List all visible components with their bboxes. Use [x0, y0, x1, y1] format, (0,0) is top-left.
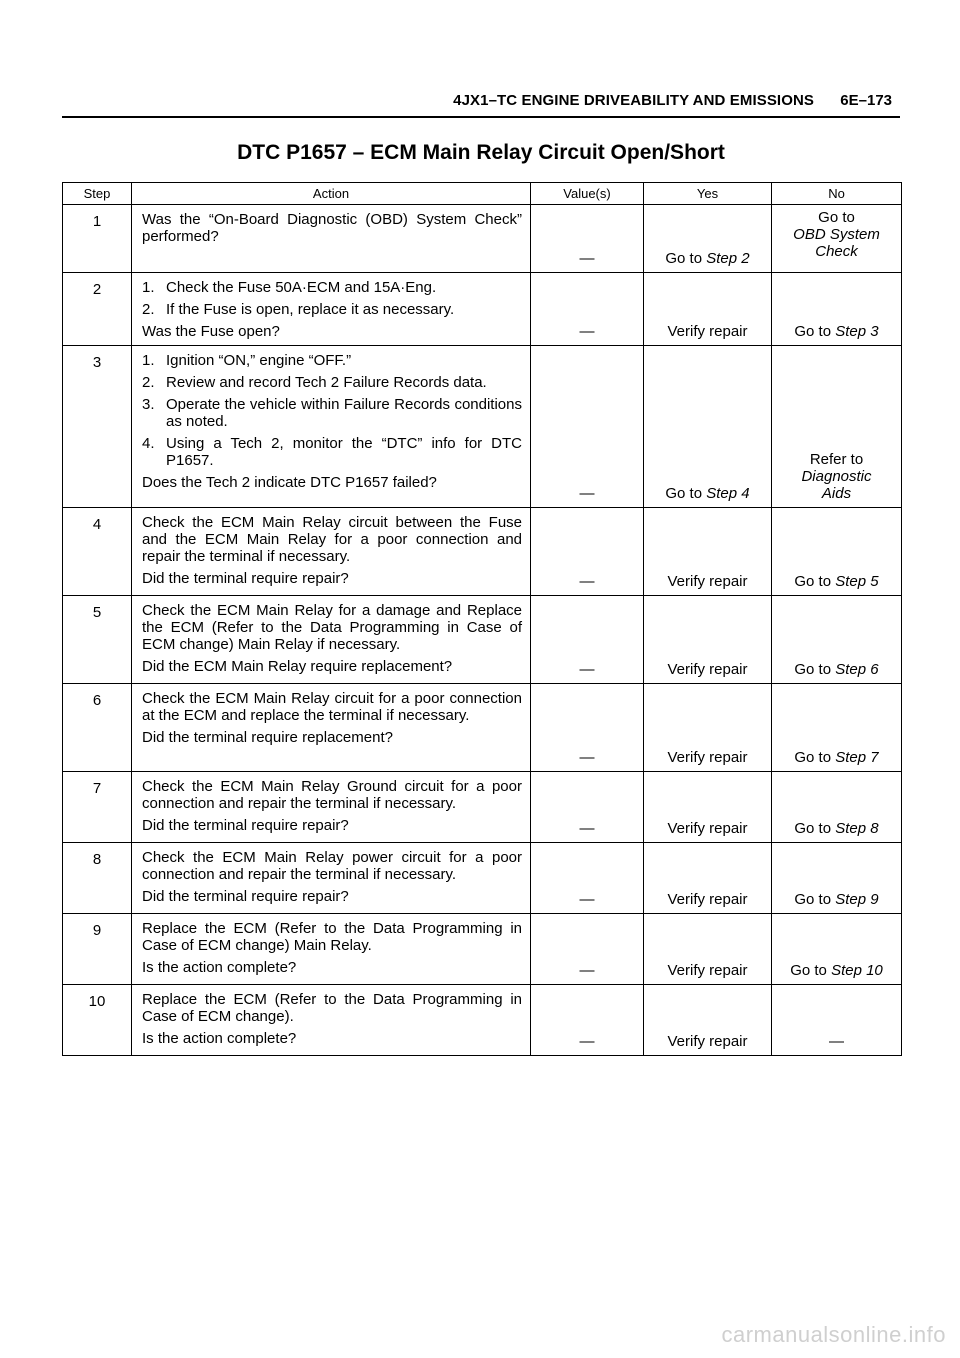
no-cell — [772, 914, 902, 985]
yes-cell: Verify repair — [644, 772, 772, 843]
value-cell: — — [531, 914, 644, 985]
yes-cell: Verify repair — [644, 684, 772, 772]
yes-cell — [644, 346, 772, 508]
column-header-no: No — [772, 183, 902, 205]
result-step-link: Step 4 — [706, 485, 750, 502]
result-prefix: Go to — [665, 485, 707, 502]
action-text: Is the action complete? — [142, 1030, 297, 1047]
action-text: Was the “On-Board Diagnostic (OBD) System Check” performed? — [142, 211, 522, 245]
table-row — [63, 205, 902, 273]
value-cell: — — [531, 205, 644, 273]
action-cell — [132, 843, 531, 914]
step-number: 2 — [63, 273, 132, 346]
action-cell — [132, 985, 531, 1056]
diagnostic-table — [62, 182, 902, 1056]
action-substep: 1. Check the Fuse 50A·ECM and 15A·Eng. — [142, 279, 437, 296]
result-prefix: Go to — [794, 820, 836, 837]
action-cell — [132, 596, 531, 684]
action-substep: 1. Ignition “ON,” engine “OFF.” — [142, 352, 352, 369]
step-number: 4 — [63, 508, 132, 596]
action-text: Did the terminal require replacement? — [142, 729, 393, 746]
action-cell — [132, 914, 531, 985]
value-cell: — — [531, 273, 644, 346]
action-cell — [132, 772, 531, 843]
action-text: Did the terminal require repair? — [142, 817, 349, 834]
no-cell — [772, 346, 902, 508]
step-number: 6 — [63, 684, 132, 772]
column-header-step: Step — [63, 183, 132, 205]
value-cell: — — [531, 684, 644, 772]
result-prefix: Go to — [794, 749, 836, 766]
table-header-row — [63, 183, 902, 205]
result-prefix: Go to — [794, 661, 836, 678]
action-substep: 2. If the Fuse is open, replace it as necessary. — [142, 301, 455, 318]
step-number: 8 — [63, 843, 132, 914]
action-text: Did the terminal require repair? — [142, 888, 349, 905]
no-cell — [772, 205, 902, 273]
step-number: 1 — [63, 205, 132, 273]
action-text: Replace the ECM (Refer to the Data Programming in Case of ECM change). — [142, 991, 522, 1025]
watermark: carmanualsonline.info — [721, 1322, 946, 1347]
result-prefix: Refer to — [809, 451, 864, 468]
page-title: DTC P1657 – ECM Main Relay Circuit Open/Short — [237, 141, 725, 164]
action-text: Did the ECM Main Relay require replacement? — [142, 658, 453, 675]
table-row — [63, 508, 902, 596]
action-substep: 4. Using a Tech 2, monitor the “DTC” info for DTC P1657. — [142, 435, 522, 469]
column-header-action: Action — [132, 183, 531, 205]
value-cell: — — [531, 596, 644, 684]
no-cell — [772, 843, 902, 914]
no-cell: — — [772, 985, 902, 1056]
action-text: Check the ECM Main Relay Ground circuit for a poor connection and repair the terminal if necessary. — [142, 778, 522, 812]
yes-cell: Verify repair — [644, 596, 772, 684]
table-row — [63, 684, 902, 772]
result-prefix: Go to — [665, 250, 707, 267]
table-row — [63, 843, 902, 914]
table-row — [63, 985, 902, 1056]
result-reference: OBD System Check — [793, 226, 880, 260]
table-row — [63, 914, 902, 985]
action-cell — [132, 205, 531, 273]
action-text: Was the Fuse open? — [142, 323, 280, 340]
action-text: Check the ECM Main Relay power circuit for a poor connection and repair the terminal if necessary. — [142, 849, 522, 883]
no-cell — [772, 596, 902, 684]
yes-cell: Verify repair — [644, 914, 772, 985]
action-text: Check the ECM Main Relay for a damage and Replace the ECM (Refer to the Data Programming in Case of ECM change) Main Relay if necessary. — [142, 602, 522, 653]
step-number: 9 — [63, 914, 132, 985]
action-text: Does the Tech 2 indicate DTC P1657 failed? — [142, 474, 437, 491]
value-cell: — — [531, 843, 644, 914]
column-header-values: Value(s) — [531, 183, 644, 205]
yes-cell: Verify repair — [644, 508, 772, 596]
no-cell — [772, 684, 902, 772]
action-text: Check the ECM Main Relay circuit between the Fuse and the ECM Main Relay for a poor connection and repair the terminal if necessary. — [142, 514, 522, 565]
table-row — [63, 273, 902, 346]
action-text: Check the ECM Main Relay circuit for a poor connection at the ECM and replace the terminal if necessary. — [142, 690, 522, 724]
result-prefix: Go to — [794, 891, 836, 908]
value-cell: — — [531, 508, 644, 596]
value-cell: — — [531, 985, 644, 1056]
action-substep: 2. Review and record Tech 2 Failure Records data. — [142, 374, 487, 391]
action-cell — [132, 346, 531, 508]
step-number: 10 — [63, 985, 132, 1056]
action-substep: 3. Operate the vehicle within Failure Records conditions as noted. — [142, 396, 522, 430]
yes-cell: Verify repair — [644, 843, 772, 914]
result-step-link: Step 2 — [706, 250, 750, 267]
result-step-link: Step 6 — [835, 661, 879, 678]
no-cell — [772, 772, 902, 843]
action-text: Is the action complete? — [142, 959, 297, 976]
header-section-title: 4JX1–TC ENGINE DRIVEABILITY AND EMISSIONS — [453, 92, 814, 109]
step-number: 7 — [63, 772, 132, 843]
step-number: 3 — [63, 346, 132, 508]
action-cell — [132, 508, 531, 596]
no-cell — [772, 273, 902, 346]
result-step-link: Step 5 — [835, 573, 879, 590]
table-row — [63, 346, 902, 508]
result-prefix: Go to — [794, 573, 836, 590]
action-cell — [132, 273, 531, 346]
action-text: Did the terminal require repair? — [142, 570, 349, 587]
yes-cell: Verify repair — [644, 273, 772, 346]
result-step-link: Step 3 — [835, 323, 879, 340]
page-header — [62, 88, 900, 118]
yes-cell — [644, 205, 772, 273]
table-row — [63, 772, 902, 843]
step-number: 5 — [63, 596, 132, 684]
no-cell — [772, 508, 902, 596]
value-cell: — — [531, 346, 644, 508]
result-prefix: Go to — [794, 323, 836, 340]
value-cell: — — [531, 772, 644, 843]
result-prefix: Go to — [790, 962, 832, 979]
header-page-number: 6E–173 — [840, 92, 892, 109]
action-text: Replace the ECM (Refer to the Data Programming in Case of ECM change) Main Relay. — [142, 920, 522, 954]
yes-cell: Verify repair — [644, 985, 772, 1056]
column-header-yes: Yes — [644, 183, 772, 205]
action-cell — [132, 684, 531, 772]
result-prefix: Go to — [818, 209, 855, 226]
result-step-link: Step 8 — [835, 820, 879, 837]
result-step-link: Step 10 — [831, 962, 883, 979]
result-reference: Diagnostic Aids — [801, 468, 872, 502]
result-step-link: Step 9 — [835, 891, 879, 908]
result-step-link: Step 7 — [835, 749, 879, 766]
table-row — [63, 596, 902, 684]
